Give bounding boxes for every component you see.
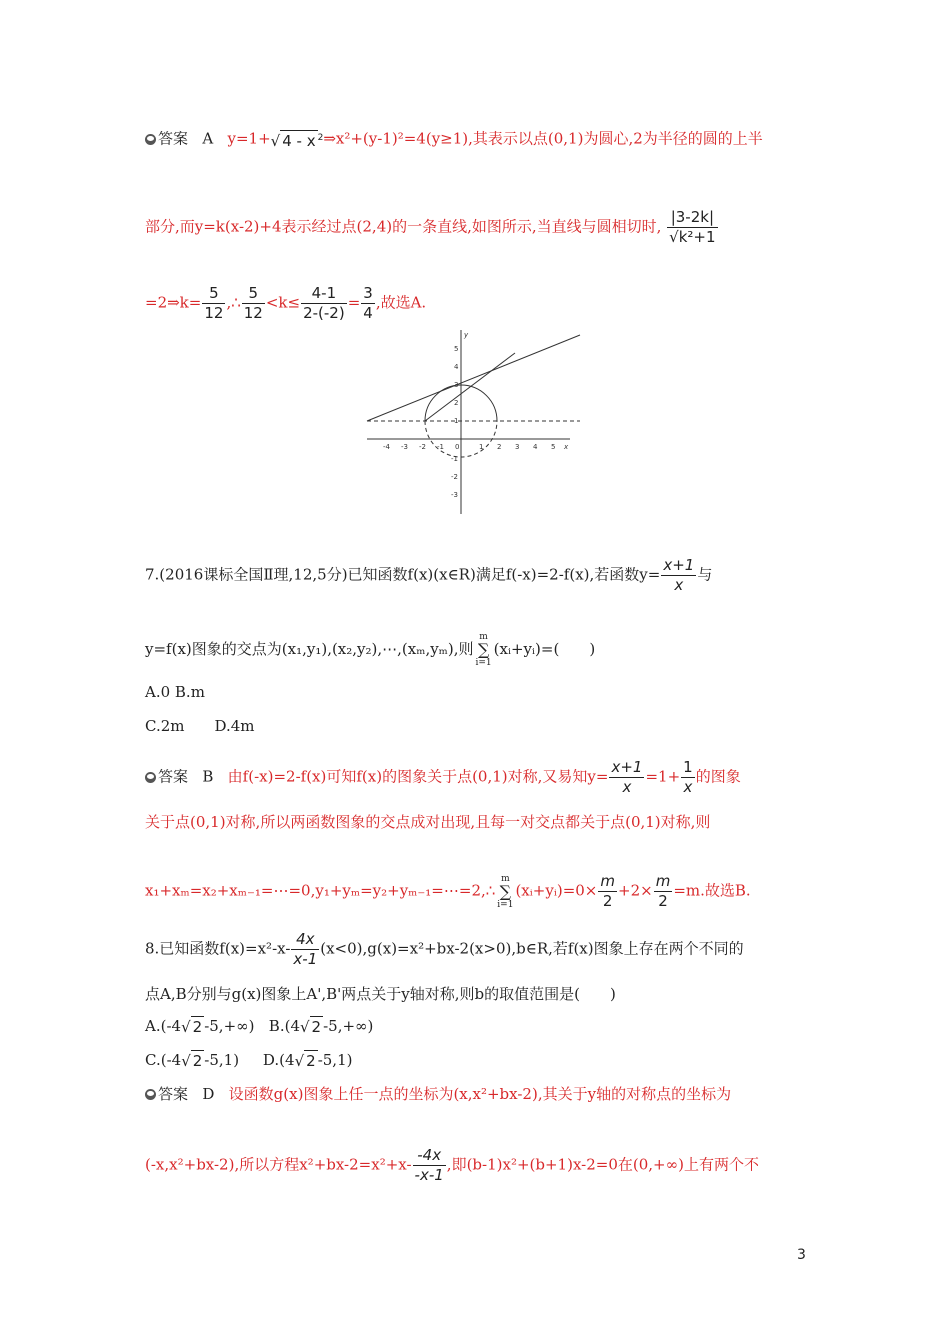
text-segment: = [347,293,361,312]
fraction: $\frac{4x}{x-1}$ [293,930,318,968]
text-segment: ,∴ [226,293,241,312]
q7-answer-line-3 [145,872,751,911]
answer-label: 答案 [158,1085,189,1103]
secant-line [425,353,515,421]
x-tick: 5 [551,443,556,451]
text-segment: y=f(x)图象的交点为(x₁,y₁),(x₂,y₂),⋯,(xₘ,yₘ),则 [145,640,474,658]
text-segment: 由f(-x)=2-f(x)可知f(x)的图象关于点(0,1)对称,又易知y= [227,767,609,786]
y-tick: 1 [454,417,459,425]
q8-options-cd [145,1050,352,1071]
q8-options-ab [145,1016,373,1037]
text-segment: x₁+xₘ=x₂+xₘ₋₁=⋯=0,y₁+yₘ=y₂+yₘ₋₁=⋯=2,∴ [145,881,496,900]
text-segment: (-x,x²+bx-2),所以方程x²+bx-2=x²+x- [145,1155,412,1174]
answer-letter: B [202,767,214,786]
text-segment: (xᵢ+yᵢ)=0× [515,881,598,900]
x-tick: -3 [401,443,408,451]
fraction: $\frac{1}{x}$ [683,758,693,796]
fraction: $\frac{5}{12}$ [204,284,224,322]
fraction: $\frac{|3-2k|}{\text{√k²+1}}$ [669,208,716,246]
option-a: A.(-4√ 2 -5,+∞) [145,1017,255,1036]
text-segment: ⇒x²+(y-1)²=4(y≥1),其表示以点(0,1)为圆心,2为半径的圆的上半 [323,129,763,148]
text-segment: 设函数g(x)图象上任一点的坐标为(x,x²+bx-2),其关于y轴的对称点的坐标为 [228,1085,732,1103]
fraction: $\frac{4-1}{2-(-2)}$ [303,284,345,322]
y-tick: 2 [454,399,459,407]
x-axis-label: x [564,443,569,451]
fraction: $\frac{-4x}{-x-1}$ [414,1146,444,1184]
q6-answer-line-1 [145,128,763,151]
x-tick: 4 [533,443,538,451]
text-segment: 的图象 [695,767,741,786]
q8-answer-line-2 [145,1146,759,1185]
answer-badge-icon [145,134,156,145]
summation: m ∑ i=1 [475,632,492,668]
x-tick: 1 [479,443,484,451]
fraction: $\frac{m}{2}$ [655,872,671,910]
answer-letter: D [202,1085,215,1103]
text-segment: =2⇒k= [145,293,202,312]
x-tick: 2 [497,443,502,451]
answer-badge-icon [145,772,156,783]
text-segment: y=1+ [227,129,271,148]
option-c: C.(-4√ 2 -5,1) [145,1051,240,1070]
answer-label: 答案 [158,767,189,786]
answer-label: 答案 [158,129,189,148]
y-tick: -2 [451,473,458,481]
option-d: D.(4√ 2 -5,1) [262,1051,353,1070]
x-tick: -1 [437,443,444,451]
tangent-line [367,335,580,421]
text-segment: 部分,而y=k(x-2)+4表示经过点(2,4)的一条直线,如图所示,当直线与圆相切时, [145,217,662,236]
y-tick: -3 [451,491,458,499]
y-tick: 5 [454,345,459,353]
q8-line-2: 点A,B分别与g(x)图象上A',B'两点关于y轴对称,则b的取值范围是( ) [145,985,616,1003]
q7-answer-line-1 [145,758,741,797]
text-segment: ,即(b-1)x²+(b+1)x-2=0在(0,+∞)上有两个不 [446,1155,759,1174]
text-segment: ,故选A. [375,293,427,312]
option-b: B.(4√ 2 -5,+∞) [268,1017,374,1036]
y-tick: 4 [454,363,459,371]
text-segment: +2× [618,881,653,900]
y-axis-label: y [464,331,469,339]
text-segment: 与 [697,565,713,584]
q7-options-cd: C.2m D.4m [145,717,255,735]
sqrt-expression: √ 4 - x $^2$ [270,132,324,150]
q6-answer-line-2 [145,208,719,247]
q7-options-ab: A.0 B.m [145,683,205,701]
y-tick: 3 [454,381,459,389]
q7-line-2 [145,632,595,668]
circle-line-graph [362,328,582,518]
answer-badge-icon [145,1089,156,1100]
fraction: $\frac{x+1}{x}$ [663,556,695,594]
answer-letter: A [202,129,214,148]
q8-line-1 [145,930,744,969]
fraction: $\frac{5}{12}$ [243,284,263,322]
text-segment: =1+ [645,767,681,786]
fraction: $\frac{x+1}{x}$ [611,758,643,796]
text-segment: 8.已知函数f(x)=x²-x- [145,939,291,958]
fraction: $\frac{3}{4}$ [363,284,373,322]
summation: m ∑ i=1 [497,873,514,910]
q8-answer-line-1 [145,1084,731,1104]
y-tick: -1 [451,455,458,463]
fraction: $\frac{m}{2}$ [600,872,615,910]
x-tick: 0 [455,443,460,451]
x-tick: -2 [419,443,426,451]
q7-line-1 [145,556,712,595]
q6-answer-line-3 [145,284,426,323]
text-segment: 7.(2016课标全国Ⅱ理,12,5分)已知函数f(x)(x∈R)满足f(-x)=2-f(x),若函数y= [145,565,661,584]
text-segment: (x<0),g(x)=x²+bx-2(x>0),b∈R,若f(x)图象上存在两个不同的 [320,939,744,958]
x-tick: 3 [515,443,520,451]
q7-answer-line-2: 关于点(0,1)对称,所以两函数图象的交点成对出现,且每一对交点都关于点(0,1)对称,则 [145,813,711,831]
text-segment: (xᵢ+yᵢ)=( ) [493,640,596,658]
text-segment: <k≤ [265,293,301,312]
x-tick: -4 [383,443,390,451]
text-segment: =m.故选B. [673,881,751,900]
page-number: 3 [797,1247,806,1263]
